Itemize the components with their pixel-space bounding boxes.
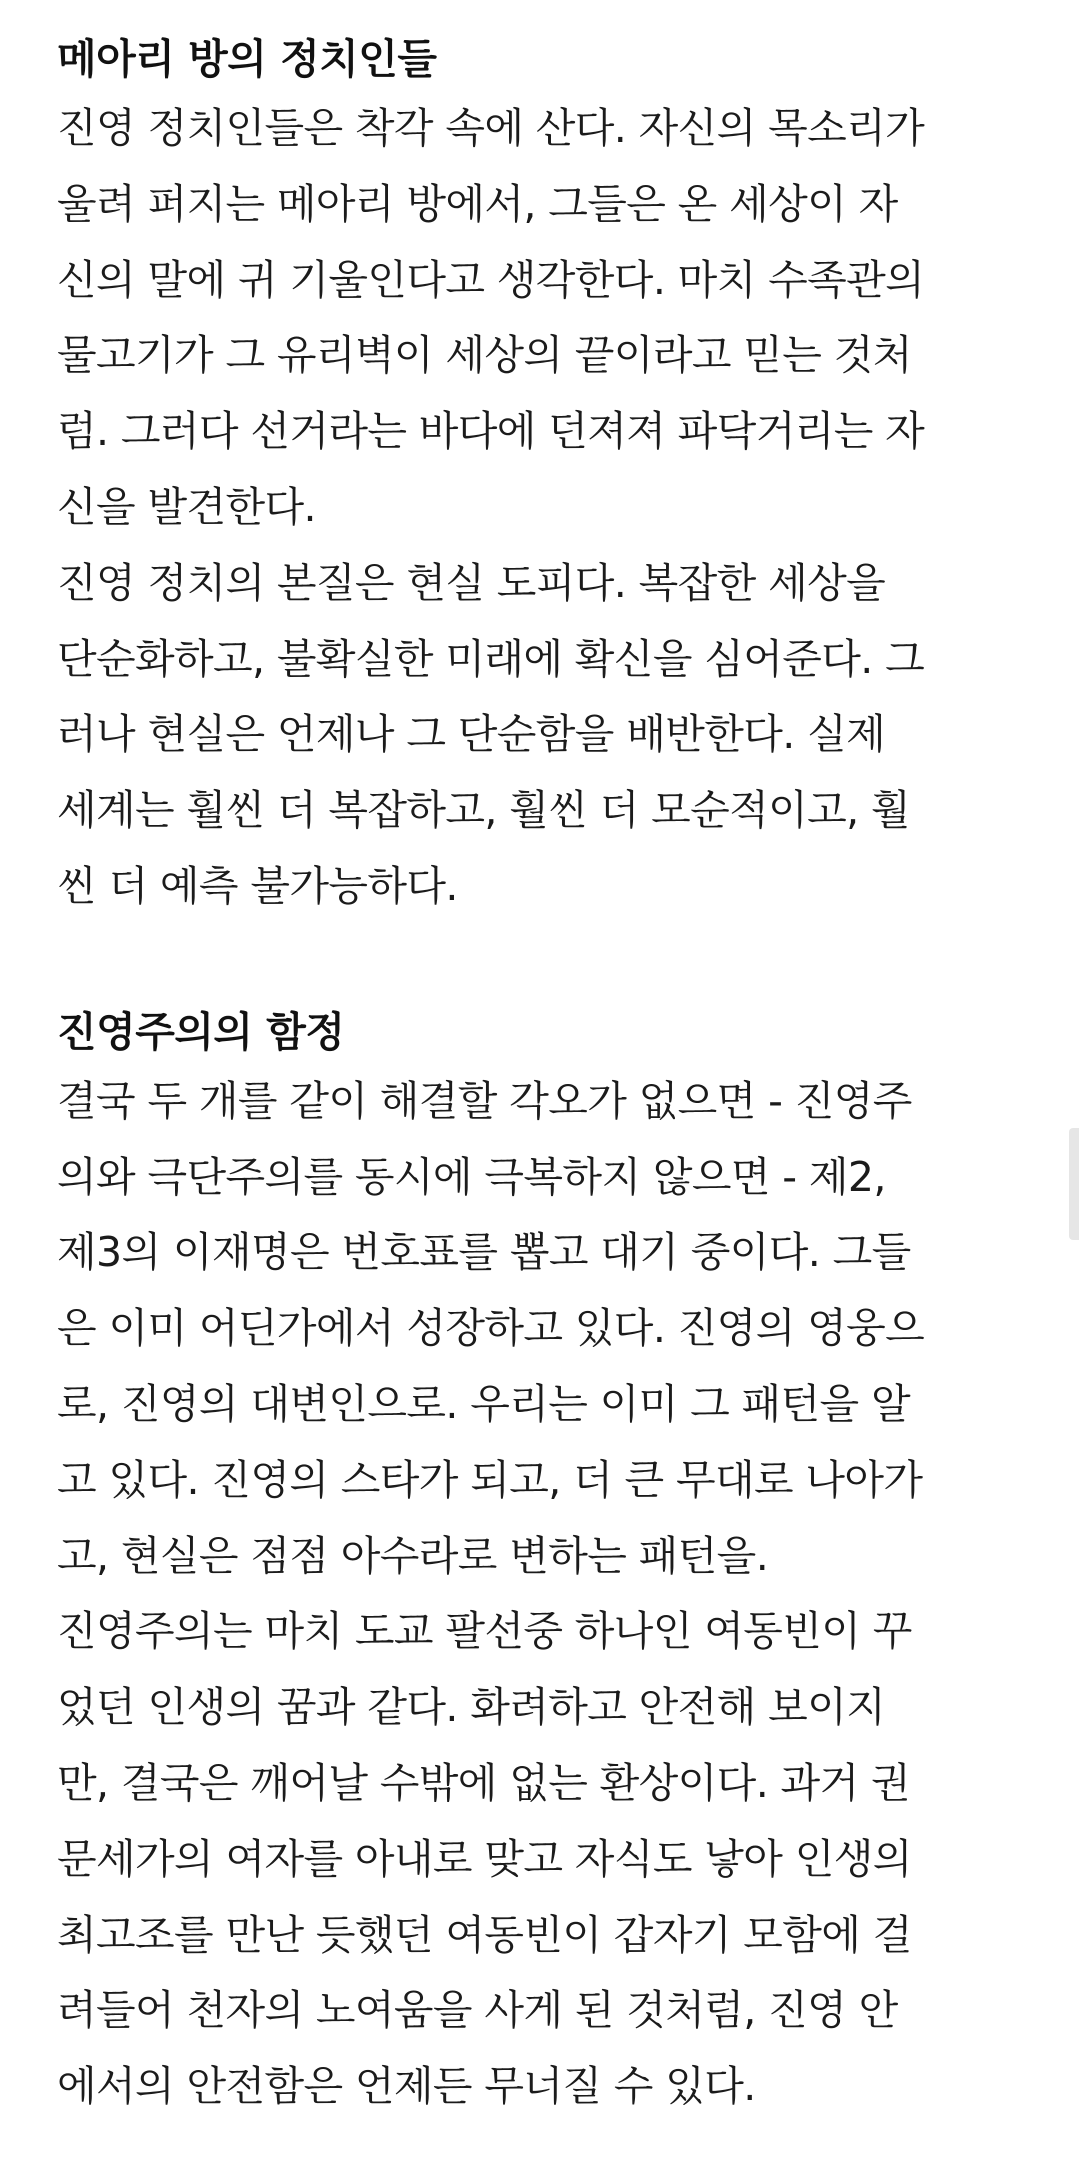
article-body	[57, 28, 1047, 2125]
section-camp-trap	[57, 1001, 1047, 2125]
paragraph: 진영 정치의 본질은 현실 도피다. 복잡한 세상을 단순화하고, 불확실한 미래에 확신을 심어준다. 그 러나 현실은 언제나 그 단순함을 배반한다. 실제 세계는 훨씬 더 복잡하고, 훨씬 더 모순적이고, 훨 씬 더 예측 불가능하다.	[57, 558, 925, 910]
paragraph: 진영주의는 마치 도교 팔선중 하나인 여동빈이 꾸 었던 인생의 꿈과 같다. 화려하고 안전해 보이지 만, 결국은 깨어날 수밖에 없는 환상이다. 과거 권 문세가의 여자를 아내로 맞고 자식도 낳아 인생의 최고조를 만난 듯했던 여동빈이 갑자기 모함에 걸 려들어 천자의 노여움을 사게 된 것처럼, 진영 안 에서의 안전함은 언제든 무너질 수 있다.	[57, 1607, 912, 2111]
paragraph: 결국 두 개를 같이 해결할 각오가 없으면 - 진영주 의와 극단주의를 동시에 극복하지 않으면 - 제2, 제3의 이재명은 번호표를 뽑고 대기 중이다. 그들 은 이미 어딘가에서 성장하고 있다. 진영의 영웅으 로, 진영의 대변인으로. 우리는 이미 그 패턴을 알 고 있다. 진영의 스타가 되고, 더 큰 무대로 나아가 고, 현실은 점점 아수라로 변하는 패턴을.	[57, 1076, 925, 1580]
section-heading: 진영주의의 함정	[57, 1007, 345, 1056]
section-heading: 메아리 방의 정치인들	[57, 35, 437, 83]
section-echo-chamber	[57, 28, 1047, 925]
paragraph: 진영 정치인들은 착각 속에 산다. 자신의 목소리가 울려 퍼지는 메아리 방에서, 그들은 온 세상이 자 신의 말에 귀 기울인다고 생각한다. 마치 수족관의 물고기가 그 유리벽이 세상의 끝이라고 믿는 것처 럼. 그러다 선거라는 바다에 던져져 파닥거리는 자 신을 발견한다.	[57, 104, 925, 531]
scrollbar-thumb[interactable]	[1069, 1128, 1079, 1240]
